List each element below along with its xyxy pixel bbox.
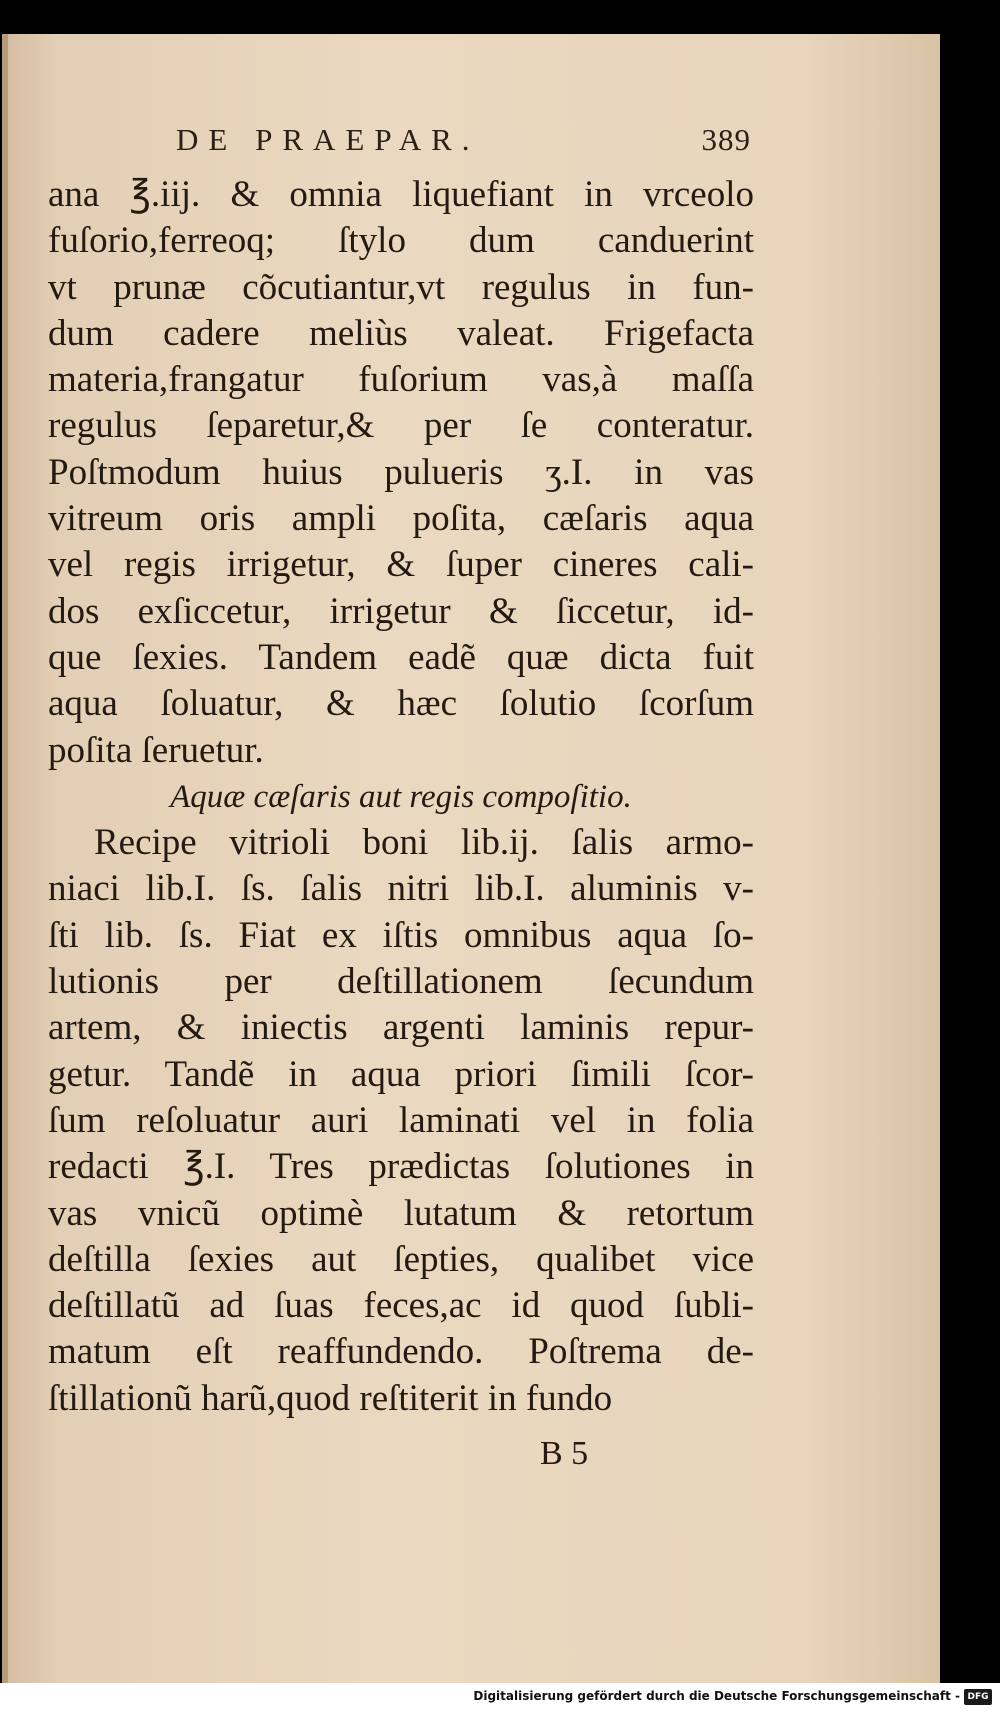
recipe-line: deſtillatũ ad ſuas feces,ac id quod ſubli-	[48, 1285, 754, 1327]
text-line: poſita ſeruetur.	[48, 729, 264, 771]
body-text	[48, 172, 754, 1422]
recipe-line: deſtilla ſexies aut ſepties, qualibet vice	[48, 1238, 754, 1280]
recipe-line: redacti ℥.I. Tres prædictas ſolutiones in	[48, 1146, 754, 1188]
recipe-line: ſtillationũ harũ,quod reſtiterit in fundo	[48, 1377, 613, 1419]
text-line: fuſorio,ferreoq; ſtylo dum canduerint	[48, 220, 754, 262]
running-head-title: DE PRAEPAR.	[176, 122, 480, 157]
section-heading: Aquæ cæſaris aut regis compoſitio.	[170, 778, 632, 815]
recipe-line: vas vnicũ optimè lutatum & retortum	[48, 1192, 754, 1234]
text-line: dum cadere meliùs valeat. Frigefacta	[48, 312, 754, 354]
page-number: 389	[701, 122, 751, 157]
text-line: aqua ſoluatur, & hæc ſolutio ſcorſum	[48, 683, 754, 725]
recipe-line: getur. Tandẽ in aqua priori ſimili ſcor-	[48, 1053, 754, 1095]
catchword: B 5	[540, 1435, 589, 1472]
running-head	[176, 122, 751, 162]
recipe-line: niaci lib.I. ſs. ſalis nitri lib.I. aluminis v-	[48, 868, 754, 910]
page-edge	[2, 34, 8, 1684]
recipe-line: matum eſt reaffundendo. Poſtrema de-	[48, 1331, 754, 1373]
text-line: vitreum oris ampli poſita, cæſaris aqua	[48, 498, 754, 540]
dfg-logo-icon: DFG	[964, 1689, 992, 1705]
recipe-line: ſti lib. ſs. Fiat ex iſtis omnibus aqua ſo-	[48, 914, 754, 956]
text-line: vt prunæ cõcutiantur,vt regulus in fun-	[48, 266, 754, 308]
text-line: dos exſiccetur, irrigetur & ſiccetur, id-	[48, 590, 754, 632]
text-line: vel regis irrigetur, & ſuper cineres cali-	[48, 544, 754, 586]
text-line: que ſexies. Tandem eadẽ quæ dicta fuit	[48, 636, 754, 678]
recipe-line: lutionis per deſtillationem ſecundum	[48, 961, 754, 1003]
text-line: Poſtmodum huius pulueris ʒ.I. in vas	[48, 451, 754, 493]
recipe-line: artem, & iniectis argenti laminis repur-	[48, 1007, 754, 1049]
recipe-line: Recipe vitrioli boni lib.ij. ſalis armo-	[94, 822, 754, 864]
text-line: regulus ſeparetur,& per ſe conteratur.	[48, 405, 754, 447]
text-line: ana ℥.iij. & omnia liquefiant in vrceolo	[48, 174, 754, 215]
recipe-line: ſum reſoluatur auri laminati vel in folia	[48, 1099, 754, 1141]
digitization-credit: Digitalisierung gefördert durch die Deutsche Forschungsgemeinschaft -	[473, 1689, 960, 1703]
text-line: materia,frangatur fuſorium vas,à maſſa	[48, 359, 754, 401]
